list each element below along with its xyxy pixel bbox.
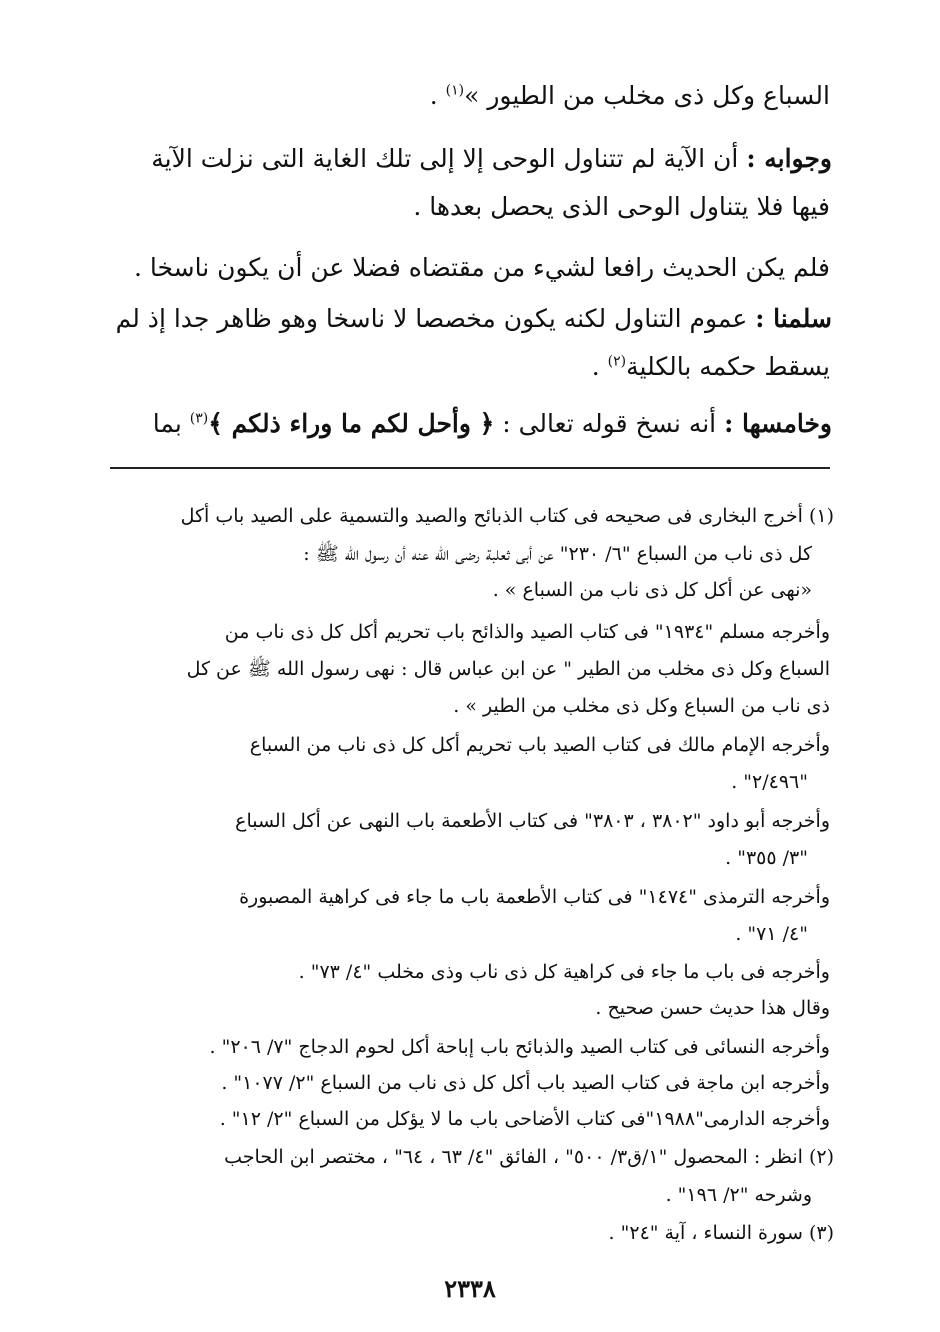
footnote-1-line: وأخرجه الترمذى "١٤٧٤" فى كتاب الأطعمة باب ما جاء فى كراهية المصبورة [239, 886, 830, 908]
footnote-1-line: وأخرجه ابن ماجة فى كتاب الصيد باب أكل كل ذى ناب من السباع "٢/ ١٠٧٧" . [221, 1072, 830, 1094]
footnote-1-line: "٤/ ٧١" . [735, 923, 808, 945]
body-text: يسقط حكمه بالكلية [626, 352, 830, 381]
footnote-1-line: السباع وكل ذى مخلب من الطير " عن ابن عباس قال : نهى رسول الله ﷺ عن كل [186, 658, 830, 680]
body-line-1 [430, 76, 830, 116]
body-text: . [429, 81, 446, 110]
body-text: بما [152, 409, 190, 438]
footnote-1-line: "٣/ ٣٥٥" . [725, 847, 808, 869]
quran-verse: ﴿ وأحل لكم ما وراء ذلكم ﴾ [208, 409, 495, 438]
footnote-1-line: وأخرجه فى باب ما جاء فى كراهية كل ذى ناب وذى مخلب "٤/ ٧٣" . [298, 961, 830, 983]
section-label-sallamna: سلمنا : [755, 304, 832, 333]
section-label-khamisuha: وخامسها : [724, 409, 832, 438]
footnote-3-line: (٣) سورة النساء ، آية "٢٤" . [608, 1222, 834, 1244]
page-number: ٢٣٣٨ [444, 1274, 496, 1303]
footnote-1-line: كل ذى ناب من السباع "٦/ ٢٣٠" عن أبى ثعلبة رضى الله عنه أن رسول الله ﷺ : [303, 543, 812, 565]
body-text: عموم التناول لكنه يكون مخصصا لا ناسخا وهو ظاهر جدا إذ لم [115, 304, 756, 333]
body-text: السباع وكل ذى مخلب من الطيور » [464, 81, 830, 110]
footnote-1-line: وأخرجه أبو داود "٣٨٠٢ ، ٣٨٠٣" فى كتاب الأطعمة باب النهى عن أكل السباع [235, 810, 830, 832]
body-text: أنه نسخ قوله تعالى : [494, 409, 725, 438]
footnote-ref: (٣) [189, 410, 209, 427]
body-text: أن الآية لم تتناول الوحى إلا إلى تلك الغاية التى نزلت الآية [151, 144, 747, 173]
body-line-4: فلم يكن الحديث رافعا لشيء من مقتضاه فضلا عن أن يكون ناسخا . [134, 253, 830, 282]
body-line-6 [592, 347, 830, 387]
footnote-1-line: وأخرجه النسائى فى كتاب الصيد والذبائح باب إباحة أكل لحوم الدجاج "٧/ ٢٠٦" . [209, 1036, 830, 1058]
footnote-1-line: "٢/٤٩٦" . [731, 771, 808, 793]
footnote-separator [110, 467, 830, 469]
body-line-5 [116, 299, 832, 339]
footnote-1-line: (١) أخرج البخارى فى صحيحه فى كتاب الذبائح والصيد والتسمية على الصيد باب أكل [180, 505, 834, 527]
footnote-1-line: وقال هذا حديث حسن صحيح . [595, 997, 830, 1019]
footnote-2-line: وشرحه "٢/ ١٩٦" . [665, 1184, 812, 1206]
footnote-1-line: وأخرجه مسلم "١٩٣٤" فى كتاب الصيد والذائح باب تحريم أكل كل ذى ناب من [224, 621, 830, 643]
body-line-7 [153, 404, 832, 444]
section-label-jawabuhu: وجوابه : [746, 144, 832, 173]
footnote-ref: (١) [445, 82, 465, 99]
body-line-2 [151, 139, 832, 179]
body-line-3: فيها فلا يتناول الوحى الذى يحصل بعدها . [413, 192, 830, 221]
footnote-1-line: «نهى عن أكل كل ذى ناب من السباع » . [492, 579, 812, 601]
footnote-ref: (٢) [607, 353, 627, 370]
footnote-2-line: (٢) انظر : المحصول "١/ق٣/ ٥٠٠" ، الفائق "٤/ ٦٣ ، ٦٤" ، مختصر ابن الحاجب [224, 1146, 834, 1168]
body-text: . [591, 352, 608, 381]
footnote-1-line: وأخرجه الدارمى"١٩٨٨"فى كتاب الأضاحى باب ما لا يؤكل من السباع "٢/ ١٢" . [219, 1108, 830, 1130]
footnote-1-line: ذى ناب من السباع وكل ذى مخلب من الطير » . [453, 695, 830, 717]
footnote-1-line: وأخرجه الإمام مالك فى كتاب الصيد باب تحريم أكل كل ذى ناب من السباع [249, 734, 830, 756]
